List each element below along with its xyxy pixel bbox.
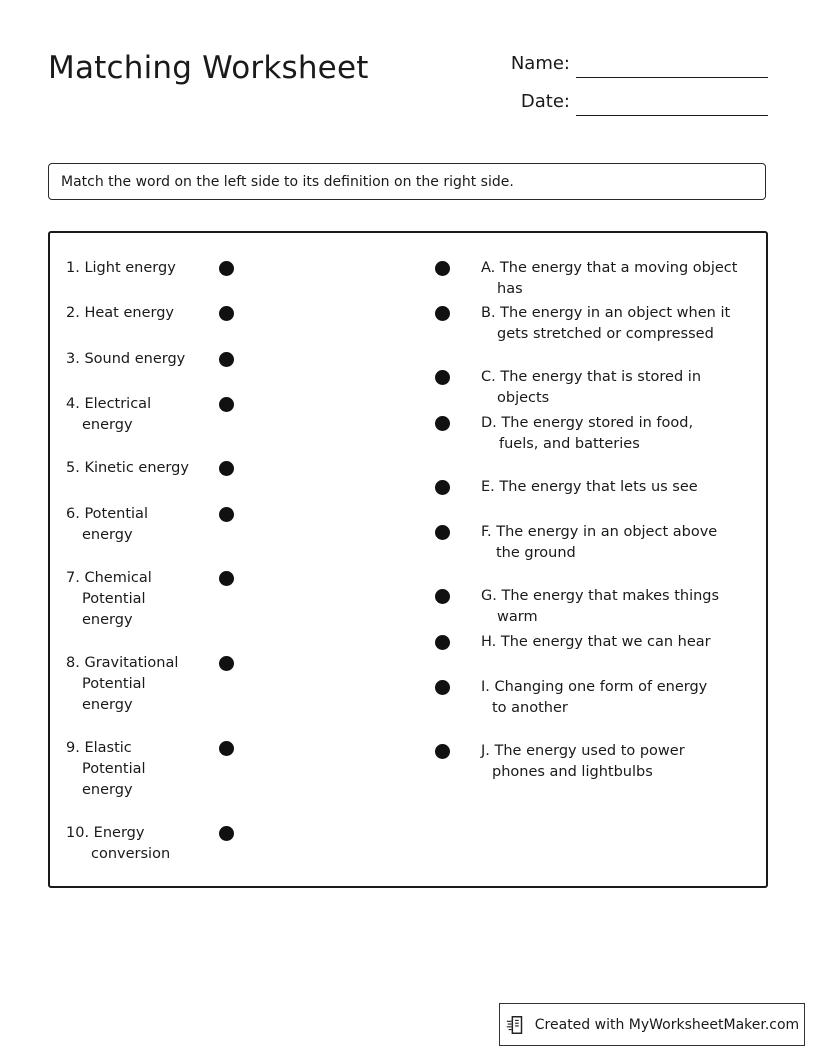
term-dot[interactable] (219, 352, 234, 367)
definition-item: A. The energy that a moving object has (481, 260, 738, 297)
term-dot[interactable] (219, 397, 234, 412)
definition-dot[interactable] (435, 525, 450, 540)
date-label: Date: (520, 91, 570, 112)
definition-item: D. The energy stored in food, fuels, and batteries (481, 415, 694, 452)
term-item: 5. Kinetic energy (66, 460, 189, 476)
definition-item: B. The energy in an object when it gets stretched or compressed (481, 305, 731, 342)
term-dot[interactable] (219, 261, 234, 276)
term-item: 9. Elastic Potential energy (66, 740, 146, 798)
definition-item: F. The energy in an object above the ground (481, 524, 718, 561)
footer-credit[interactable] (499, 1003, 805, 1046)
definition-item: G. The energy that makes things warm (481, 588, 720, 625)
term-dot[interactable] (219, 461, 234, 476)
definition-dot[interactable] (435, 680, 450, 695)
definition-dot[interactable] (435, 635, 450, 650)
term-item: 7. Chemical Potential energy (66, 570, 152, 628)
definition-dot[interactable] (435, 416, 450, 431)
definition-item: C. The energy that is stored in objects (481, 369, 702, 406)
term-dot[interactable] (219, 656, 234, 671)
definition-dot[interactable] (435, 261, 450, 276)
term-dot[interactable] (219, 306, 234, 321)
term-item: 8. Gravitational Potential energy (66, 655, 179, 713)
term-item: 1. Light energy (66, 260, 176, 276)
term-item: 6. Potential energy (66, 506, 148, 543)
definition-dot[interactable] (435, 744, 450, 759)
name-field-line[interactable] (576, 77, 768, 78)
term-dot[interactable] (219, 826, 234, 841)
term-dot[interactable] (219, 741, 234, 756)
term-item: 10. Energy conversion (66, 825, 171, 862)
term-item: 3. Sound energy (66, 351, 186, 367)
worksheet-maker-logo-icon (505, 1014, 527, 1036)
instructions-box (48, 163, 766, 200)
term-item: 4. Electrical energy (66, 396, 152, 433)
instructions-text: Match the word on the left side to its definition on the right side. (61, 174, 514, 190)
term-dot[interactable] (219, 571, 234, 586)
page-title: Matching Worksheet (48, 50, 369, 86)
definition-dot[interactable] (435, 589, 450, 604)
term-item: 2. Heat energy (66, 305, 174, 321)
definition-item: I. Changing one form of energy to another (481, 679, 708, 716)
definition-dot[interactable] (435, 480, 450, 495)
date-field-line[interactable] (576, 115, 768, 116)
definition-item: J. The energy used to power phones and lightbulbs (481, 743, 685, 780)
name-label: Name: (510, 53, 570, 74)
definition-item: E. The energy that lets us see (481, 479, 698, 495)
definition-dot[interactable] (435, 306, 450, 321)
term-dot[interactable] (219, 507, 234, 522)
definition-item: H. The energy that we can hear (481, 634, 711, 650)
definition-dot[interactable] (435, 370, 450, 385)
footer-text: Created with MyWorksheetMaker.com (534, 1016, 800, 1033)
